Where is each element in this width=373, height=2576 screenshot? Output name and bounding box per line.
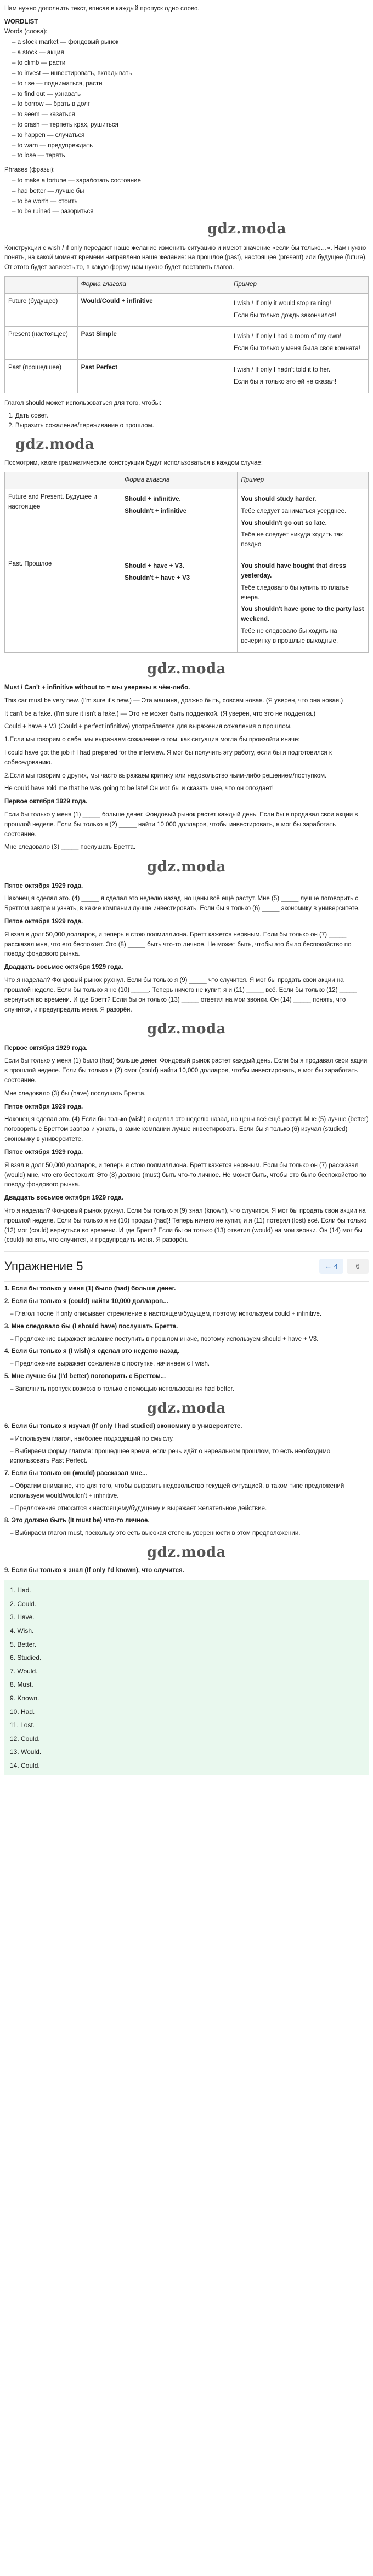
wordlist-title: WORDLIST — [4, 18, 38, 25]
watermark-logo: gdz.moda — [146, 1021, 227, 1038]
example-en: You should have bought that dress yesterday. — [241, 563, 346, 579]
table-cell-time: Present (настоящее) — [5, 327, 78, 360]
form-line: Shouldn't + infinitive — [125, 507, 187, 515]
story-paragraph: Наконец я сделал это. (4) _____ я сделал это неделю назад, но цены всё ещё растут. Мне (5) _____ лучше поговорить с Бреттом завтра и узнать, в какие компании лучше инвестировать. Если бы я только (6) _____ экономику в университете. — [4, 895, 360, 912]
table-header: Форма глагола — [121, 472, 238, 489]
story-date: Первое октября 1929 года. — [4, 1044, 88, 1052]
table-cell-time: Future and Present. Будущее и настоящее — [5, 489, 121, 556]
table-cell-example — [238, 556, 369, 653]
answer-item: 4. Wish. — [10, 1626, 34, 1635]
phrases-list — [4, 176, 369, 217]
example-ru: Если бы я только это ей не сказал! — [234, 378, 337, 385]
explanation-item: 2. Если бы только я (could) найти 10,000 долларов... — [4, 1298, 168, 1305]
explanation-item: 8. Это должно быть (It must be) что-то личное. — [4, 1517, 150, 1524]
table-cell-example — [238, 489, 369, 556]
note-line: 1.Если мы говорим о себе, мы выражаем сожаление о том, как ситуация могла бы произойти иначе: — [4, 736, 300, 744]
explanations — [4, 1284, 369, 1576]
example-ru: Если бы только дождь закончился! — [234, 312, 336, 319]
table-header — [5, 276, 78, 293]
table-cell-example — [230, 293, 369, 327]
phrase-item: – to make a fortune — заработать состояние — [12, 176, 369, 186]
table-cell-form: Would/Could + infinitive — [77, 293, 230, 327]
intro-text: Нам нужно дополнить текст, вписав в каждый пропуск одно слово. — [4, 5, 200, 12]
story-paragraph: Мне следовало (3) бы (have) послушать Бретта. — [4, 1090, 146, 1097]
answer-item: 5. Better. — [10, 1640, 37, 1648]
story-date: Пятое октября 1929 года. — [4, 882, 83, 889]
grammar-notes — [4, 683, 369, 794]
word-item: – to happen — случаться — [12, 131, 369, 141]
explanation-item: 5. Мне лучше бы (I'd better) поговорить с Бреттом... — [4, 1373, 166, 1380]
table-cell-time: Future (будущее) — [5, 293, 78, 327]
word-item: – to find out — узнавать — [12, 90, 369, 100]
watermark-logo: gdz.moda — [15, 436, 95, 453]
word-item: – a stock — акция — [12, 48, 369, 58]
example-en: I wish / If only it would stop raining! — [234, 300, 331, 307]
story-date: Пятое октября 1929 года. — [4, 1103, 83, 1110]
example-en: You shouldn't go out so late. — [241, 519, 327, 527]
watermark-logo: gdz.moda — [146, 1544, 227, 1561]
explanation-item: 4. Если бы только я (I wish) я сделал это неделю назад. — [4, 1348, 180, 1355]
note-line: Must / Can't + infinitive without to = мы уверены в чём-либо. — [4, 684, 190, 691]
example-en: You shouldn't have gone to the party last weekend. — [241, 606, 364, 623]
table-cell-example — [230, 327, 369, 360]
should-uses-list — [15, 412, 369, 431]
explanation-item: 9. Если бы только я знал (If only I'd known), что случится. — [4, 1567, 184, 1574]
next-exercise-button[interactable]: 6 — [347, 1259, 369, 1274]
story-paragraph: Я взял в долг 50,000 долларов, и теперь я стою полмиллиона. Бретт кажется нервным. Если бы только он (7) _____ рассказал мне, что его беспокоит. Это (8) _____ быть что-то личное. Не может быть, чтобы это было беспокойство по поводу фондового рынка. — [4, 931, 352, 958]
word-item: – a stock market — фондовый рынок — [12, 38, 369, 48]
example-ru: Тебе не следовало бы ходить на вечеринку в прошлые выходные. — [241, 627, 338, 644]
phrases-heading: Phrases (фразы): — [4, 167, 55, 174]
story-paragraph: Если бы только у меня (1) было (had) больше денег. Фондовый рынок растет каждый день. Если бы я продавал свои акции в прошлой неделе. Если бы только я (2) смог (could) найти 10,000 долларов, чтобы инвестировать, я мог бы заработать состояние. — [4, 1058, 368, 1084]
table-header: Пример — [230, 276, 369, 293]
table-cell-form — [121, 489, 238, 556]
explanation-note: – Предложение выражает сожаление о поступке, начинаем с I wish. — [10, 1361, 210, 1368]
explanation-note: – Выбираем глагол must, поскольку это есть высокая степень уверенности в этом предположении. — [10, 1530, 301, 1537]
watermark-logo: gdz.moda — [146, 660, 227, 677]
story-date: Пятое октября 1929 года. — [4, 918, 83, 925]
story-paragraph: Я взял в долг 50,000 долларов, и теперь я стою полмиллиона. Бретт кажется нервным. Если бы только он (7) рассказал (would) мне, что его беспокоит. Это (8) должно (must) быть что-то личное. Не может быть, чтобы это было беспокойство по поводу фондового рынка. — [4, 1162, 366, 1189]
example-en: I wish / If only I hadn't told it to her. — [234, 367, 331, 374]
answer-item: 8. Must. — [10, 1681, 33, 1689]
example-en: You should study harder. — [241, 496, 317, 503]
explanation-item: 6. Если бы только я изучал (If only I had studied) экономику в университете. — [4, 1423, 242, 1430]
watermark-logo: gdz.moda — [146, 1400, 227, 1416]
should-intro: Глагол should может использоваться для того, чтобы: — [4, 399, 162, 407]
table-row — [5, 556, 369, 653]
watermark-logo: gdz.moda — [146, 859, 227, 876]
words-list — [4, 38, 369, 161]
table-header-row — [5, 472, 369, 489]
story-date: Пятое октября 1929 года. — [4, 1149, 83, 1156]
table-cell-example — [230, 360, 369, 393]
answer-item: 13. Would. — [10, 1748, 42, 1756]
answer-item: 9. Known. — [10, 1694, 39, 1702]
answer-item: 12. Could. — [10, 1734, 40, 1743]
table2-intro: Посмотрим, какие грамматические конструкции будут использоваться в каждом случае: — [4, 460, 263, 467]
answer-item: 6. Studied. — [10, 1654, 42, 1662]
note-line: I could have got the job if I had prepared for the interview. Я мог бы получить эту работу, если бы я подготовился к собеседованию. — [4, 749, 332, 766]
explanation-note: – Предложение относится к настоящему/будущему и выражает желательное действие. — [10, 1505, 267, 1512]
exercise-title: Упражнение 5 — [4, 1259, 83, 1273]
exercise-nav — [319, 1259, 369, 1274]
explanation-item: 7. Если бы только он (would) рассказал мне... — [4, 1470, 148, 1477]
table-row — [5, 327, 369, 360]
note-line: 2.Если мы говорим о других, мы часто выражаем критику или недовольство чьим-либо решением/поступком. — [4, 772, 327, 779]
word-item: – to lose — терять — [12, 151, 369, 161]
table-cell-form — [121, 556, 238, 653]
explanation-note: – Глагол после If only описывает стремление в настоящем/будущем, поэтому используем could + infinitive. — [10, 1310, 322, 1317]
table-cell-form: Past Simple — [77, 327, 230, 360]
story-paragraph: Наконец я сделал это. (4) Если бы только (wish) я сделал это неделю назад, но цены всё ещё растут. Мне (5) лучше (better) поговорить с Бреттом завтра и узнать, в какие компании лучше инвестировать. Если бы я только (6) изучал (studied) экономику в университете. — [4, 1116, 369, 1143]
example-ru: Тебе следует заниматься усерднее. — [241, 507, 347, 515]
answer-item: 1. Had. — [10, 1586, 31, 1595]
answer-item: 2. Could. — [10, 1600, 37, 1608]
words-heading: Words (слова): — [4, 28, 48, 35]
answer-item: 11. Lost. — [10, 1721, 35, 1729]
phrase-item: – to be ruined — разориться — [12, 207, 369, 217]
table-row — [5, 293, 369, 327]
form-line: Should + infinitive. — [125, 496, 181, 503]
example-ru: Тебе следовало бы купить то платье вчера. — [241, 584, 349, 601]
list-item: 2. Выразить сожаление/переживание о прошлом. — [15, 421, 369, 431]
watermark-logo: gdz.moda — [207, 221, 286, 238]
table-cell-time: Past. Прошлое — [5, 556, 121, 653]
note-line: This car must be very new. (I'm sure it's new.) — Эта машина, должно быть, совсем новая. (Я уверен, что она новая.) — [4, 697, 343, 704]
explanation-item: 3. Мне следовало бы (I should have) послушать Бретта. — [4, 1323, 178, 1330]
explanation-note: – Обратим внимание, что для того, чтобы выразить недовольство текущей ситуацией, в таком типе предложений используем would/wouldn't + infinitive. — [10, 1483, 344, 1499]
story-date: Двадцать восьмое октября 1929 года. — [4, 964, 123, 971]
note-line: Could + have + V3 (Could + perfect infinitive) употребляется для выражения сожаления о прошлом. — [4, 723, 292, 730]
story-paragraph: Мне следовало (3) _____ послушать Бретта. — [4, 844, 136, 851]
answer-item: 7. Would. — [10, 1667, 38, 1675]
table-cell-time: Past (прошедшее) — [5, 360, 78, 393]
example-ru: Тебе не следует никуда ходить так поздно — [241, 532, 343, 549]
note-line: It can't be a fake. (I'm sure it isn't a fake.) — Это не может быть подделкой. (Я уверен, что это не подделка.) — [4, 710, 316, 717]
story-answers — [4, 1044, 369, 1246]
word-item: – to warn — предупреждать — [12, 141, 369, 151]
word-item: – to crash — терпеть крах, рушиться — [12, 121, 369, 130]
example-ru: Если бы только у меня была своя комната! — [234, 345, 360, 352]
table-row — [5, 360, 369, 393]
table-header: Пример — [238, 472, 369, 489]
note-line: He could have told me that he was going to be late! Он мог бы и сказать мне, что он опоздает! — [4, 785, 274, 792]
explanation-note: – Предложение выражает желание поступить в прошлом иначе, поэтому используем should + have + V3. — [10, 1335, 319, 1343]
explanation-note: – Заполнить пропуск возможно только с помощью использования had better. — [10, 1385, 234, 1392]
word-item: – to rise — подниматься, расти — [12, 79, 369, 89]
form-line: Should + have + V3. — [125, 563, 184, 570]
answers-list — [4, 1580, 369, 1775]
should-table — [4, 472, 369, 652]
explanation-note: – Выбираем форму глагола: прошедшее время, если речь идёт о нереальном прошлом, то есть необходимо использовать Past Perfect. — [10, 1448, 331, 1465]
story-date: Двадцать восьмое октября 1929 года. — [4, 1195, 123, 1202]
story-paragraph: Что я наделал? Фондовый рынок рухнул. Если бы только я (9) знал (known), что случится. Я мог бы продать свои акции на прошлой неделе. Если бы только я не (10) продал (had)! Теперь ничего не купит, и я (11) потерял (lost) всё. Если бы только (12) мог (could) вернуться во времени. И где Бретт? Если бы он только (13) ответил (would) на мои звонки. Он (14) мог бы (could) понять, что случится, и предупредить меня. Я разорён. — [4, 1207, 367, 1244]
prev-exercise-button[interactable]: ← 4 — [319, 1259, 343, 1274]
example-en: I wish / If only I had a room of my own! — [234, 333, 342, 340]
explanation-item: 1. Если бы только у меня (1) было (had) больше денег. — [4, 1286, 176, 1293]
phrase-item: – had better — лучше бы — [12, 187, 369, 197]
wish-intro: Конструкции с wish / if only передают наше желание изменить ситуацию и имеют значение «если бы только…». Нам нужно понять, на какой момент времени направлено наше желание: на прошлое (past), настоящее (present) или будущее (future). От этого будет зависеть то, в какую форму нам нужно будет поставить глагол. — [4, 244, 367, 271]
table-cell-form: Past Perfect — [77, 360, 230, 393]
story-blanks — [4, 797, 369, 1015]
table-header-row — [5, 276, 369, 293]
list-item: 1. Дать совет. — [15, 412, 369, 421]
story-paragraph: Что я наделал? Фондовый рынок рухнул. Если бы только я (9) _____ что случится. Я мог бы продать свои акции на прошлой неделе. Если бы только я не (10) _____. Теперь ничего не купит, я и (11) _____ всё. Если бы только (12) _____ вернуться во времени. И где Бретт? Если бы он только (13) _____ ответил на мои звонки. Он (14) _____ понять, что случится, и предупредить меня. Я разорён. — [4, 977, 357, 1013]
answer-item: 14. Could. — [10, 1761, 40, 1769]
answer-item: 10. Had. — [10, 1707, 35, 1716]
wish-table — [4, 276, 369, 393]
phrase-item: – to be worth — стоить — [12, 197, 369, 207]
table-row — [5, 489, 369, 556]
word-item: – to climb — расти — [12, 59, 369, 68]
explanation-note: – Используем глагол, наиболее подходящий по смыслу. — [10, 1435, 174, 1442]
word-item: – to borrow — брать в долг — [12, 100, 369, 110]
answer-item: 3. Have. — [10, 1613, 35, 1621]
exercise-header — [4, 1251, 369, 1282]
word-item: – to invest — инвестировать, вкладывать — [12, 69, 369, 79]
story-paragraph: Если бы только у меня (1) _____ больше денег. Фондовый рынок растет каждый день. Если бы я продавал свои акции в прошлой неделе. Если бы только я (2) _____ найти 10,000 долларов, чтобы инвестировать, я мог бы заработать состояние. — [4, 812, 358, 838]
table-header — [5, 472, 121, 489]
word-item: – to seem — казаться — [12, 110, 369, 120]
form-line: Shouldn't + have + V3 — [125, 574, 190, 581]
table-header: Форма глагола — [77, 276, 230, 293]
story-date: Первое октября 1929 года. — [4, 798, 88, 806]
